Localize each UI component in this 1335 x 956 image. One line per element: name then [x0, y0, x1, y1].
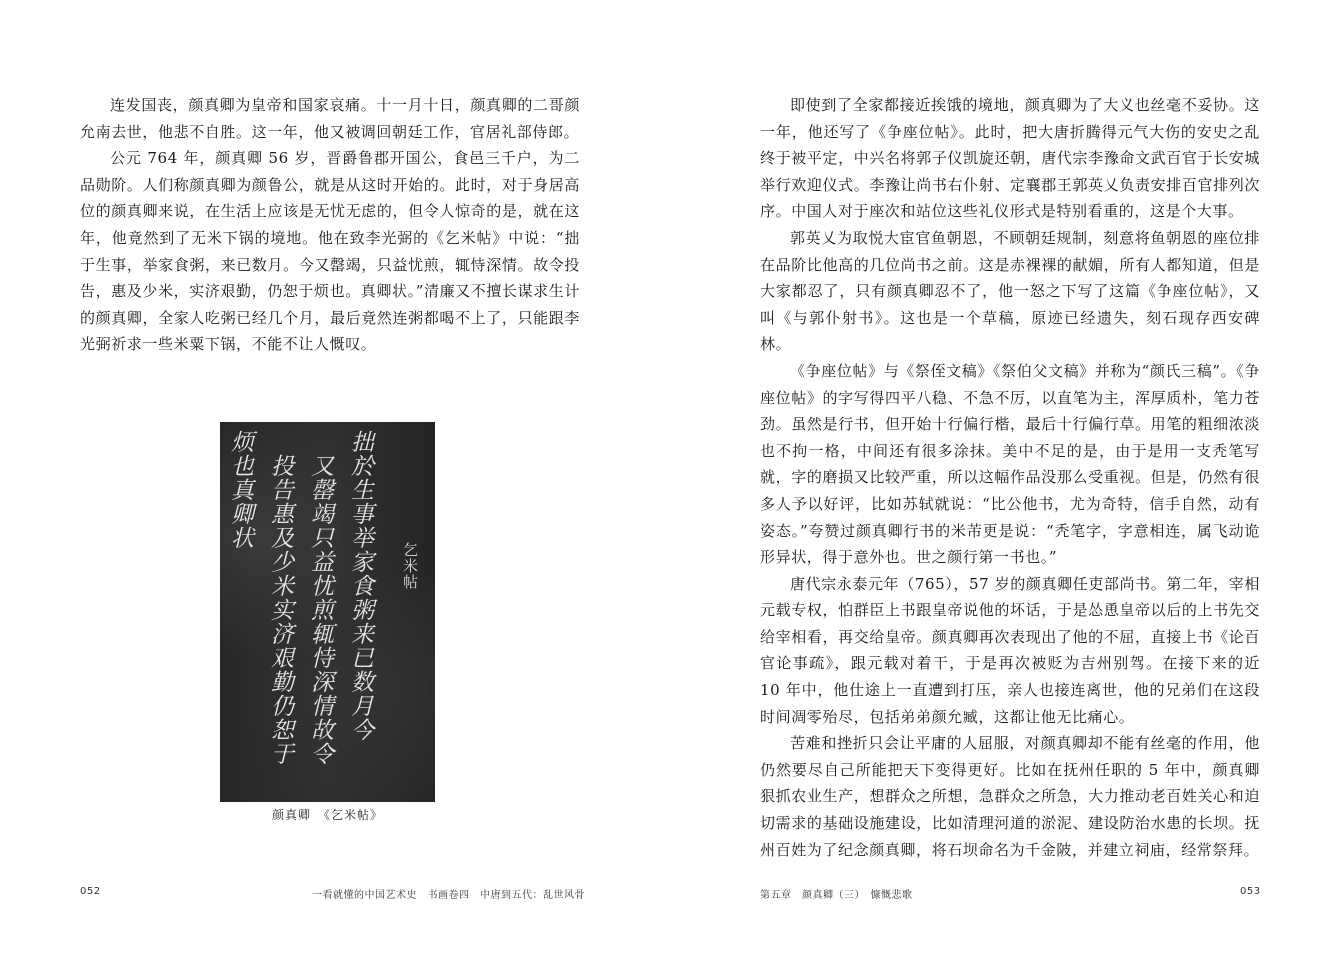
- calligraphy-image: [220, 422, 435, 802]
- calligraphy-column: 投告惠及少米实济艰勤仍恕于: [267, 454, 293, 766]
- figure-caption: 颜真卿 《乞米帖》: [271, 808, 383, 822]
- chapter-title: 第五章 颜真卿（三） 慷慨悲歌: [760, 890, 913, 901]
- right-body-text: [760, 92, 1260, 863]
- paragraph: 郭英乂为取悦大宦官鱼朝恩，不顾朝廷规制，刻意将鱼朝恩的座位排在品阶比他高的几位尚书之前。这是赤裸裸的献媚，所有人都知道，但是大家都忍了，只有颜真卿忍不了，他一怒之下写了这篇《争座位帖》，又叫《与郭仆射书》。这也是一个草稿，原迹已经遗失，刻石现存西安碑林。: [760, 228, 1260, 354]
- calligraphy-column: 又罄竭只益忧煎辄恃深情故令: [307, 454, 333, 766]
- paragraph: 苦难和挫折只会让平庸的人屈服，对颜真卿却不能有丝毫的作用，他仍然要尽自己所能把天下变得更好。比如在抚州任职的 5 年中，颜真卿狠抓农业生产，想群众之所想，急群众之所急，大力推动老百姓关心和迫切需求的基础设施建设，比如清理河道的淤泥、建设防治水患的长坝。抚州百姓为了纪念颜真卿，将石坝命名为千金陂，并建立祠庙，经常祭拜。: [760, 734, 1260, 859]
- left-page: [0, 0, 667, 956]
- paragraph: 《争座位帖》与《祭侄文稿》《祭伯父文稿》并称为“颜氏三稿”。《争座位帖》的字写得四平八稳、不急不厉，以直笔为主，浑厚质朴，笔力苍劲。虽然是行书，但开始十行偏行楷，最后十行偏行草。用笔的粗细浓淡也不拘一格，中间还有很多涂抹。美中不足的是，由于是用一支秃笔写就，字的磨损又比较严重，所以这幅作品没那么受重视。但是，仍然有很多人予以好评，比如苏轼就说：“比公他书，尤为奇特，信手自然，动有姿态。”夸赞过颜真卿行书的米芾更是说：“秃笔字，字意相连，属飞动诡形异状，得于意外也。世之颜行第一书也。”: [760, 361, 1260, 567]
- paragraph: 唐代宗永泰元年（765），57 岁的颜真卿任吏部尚书。第二年，宰相元载专权，怕群臣上书跟皇帝说他的坏话，于是怂恿皇帝以后的上书先交给宰相看，再交给皇帝。颜真卿再次表现出了他的不屈，直接上书《论百官论事疏》，跟元载对着干，于是再次被贬为吉州别驾。在接下来的近 10 年中，他仕途上一直遭到打压，亲人也接连离世，他的兄弟们在这段时间凋零殆尽，包括弟弟颜允臧，这都让他无比痛心。: [760, 574, 1260, 726]
- calligraphy-column: 烦也真卿状: [227, 430, 253, 550]
- figure-tag: 乞米帖: [401, 542, 419, 590]
- paragraph: 连发国丧，颜真卿为皇帝和国家哀痛。十一月十日，颜真卿的二哥颜允南去世，他悲不自胜。这一年，他又被调回朝廷工作，官居礼部侍郎。: [80, 96, 580, 141]
- page-number-right: 053: [1240, 886, 1261, 897]
- running-title: 一看就懂的中国艺术史 书画卷四 中唐到五代：乱世风骨: [312, 890, 585, 901]
- calligraphy-column: 拙於生事举家食粥来已数月今: [347, 430, 373, 742]
- right-page: [668, 0, 1335, 956]
- paragraph: 公元 764 年，颜真卿 56 岁，晋爵鲁郡开国公，食邑三千户，为二品勋阶。人们称颜真卿为颜鲁公，就是从这时开始的。此时，对于身居高位的颜真卿来说，在生活上应该是无忧无虑的，但令人惊奇的是，就在这年，他竟然到了无米下锅的境地。他在致李光弼的《乞米帖》中说：“拙于生事，举家食粥，来已数月。今又罄竭，只益忧煎，辄恃深情。故令投告，惠及少米，实济艰勤，仍恕于烦也。真卿状。”清廉又不擅长谋求生计的颜真卿，全家人吃粥已经几个月，最后竟然连粥都喝不上了，只能跟李光弼祈求一些米粟下锅，不能不让人慨叹。: [80, 149, 580, 354]
- left-body-text: [80, 92, 580, 358]
- page-number-left: 052: [80, 886, 101, 897]
- paragraph: 即使到了全家都接近挨饿的境地，颜真卿为了大义也丝毫不妥协。这一年，他还写了《争座位帖》。此时，把大唐折腾得元气大伤的安史之乱终于被平定，中兴名将郭子仪凯旋还朝，唐代宗李豫命文武百官于长安城举行欢迎仪式。李豫让尚书右仆射、定襄郡王郭英乂负责安排百官排列次序。中国人对于座次和站位这些礼仪形式是特别看重的，这是个大事。: [760, 96, 1260, 221]
